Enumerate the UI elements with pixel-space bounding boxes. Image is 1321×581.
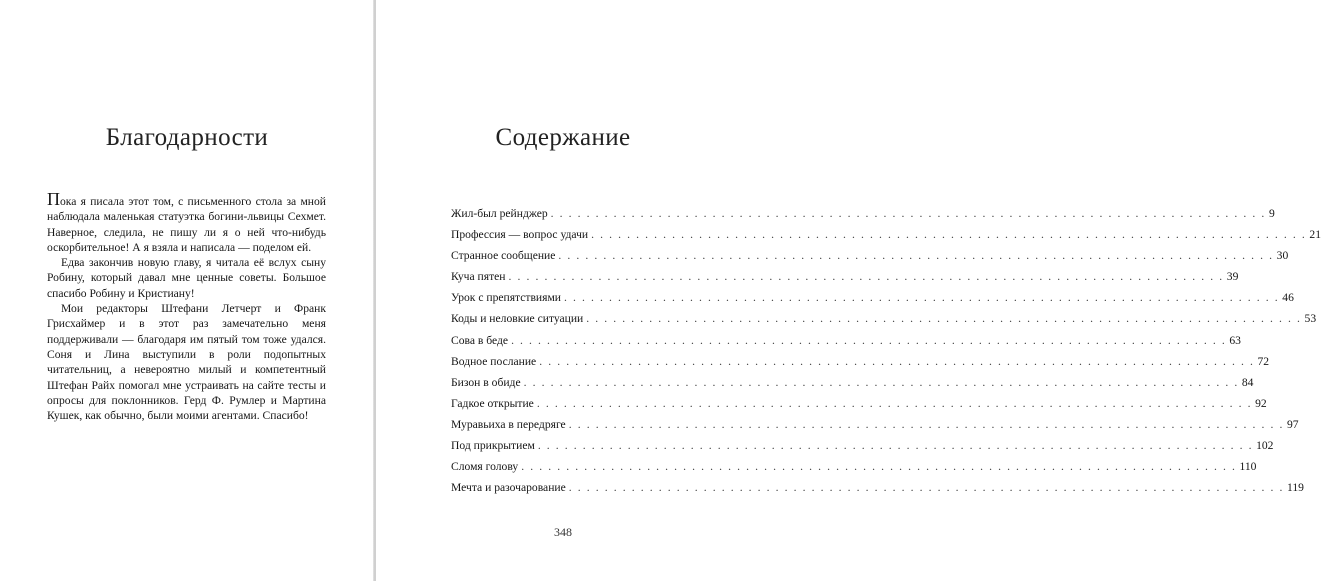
- toc-entry-title: Водное послание: [451, 354, 537, 368]
- toc-entry-title: Жил-был рейнджер: [451, 207, 548, 220]
- toc-entry-title: Урок с препятствиями: [451, 291, 562, 305]
- toc-entry-title: Сова в беде: [451, 333, 509, 347]
- acknowledgements-paragraph-1-text: ока я писала этот том, с письменного стола за мной наблюдала маленькая статуэтка богини-львицы Сехмет. Наверное, следила, не пишу ли я о ней что-нибудь оскорбительное! А я взяла и написала — поделом ей.: [47, 195, 326, 254]
- toc-entry-page: 97: [1286, 417, 1299, 431]
- acknowledgements-heading: Благодарности: [105, 124, 269, 151]
- toc-entry-page: 39: [1226, 270, 1239, 284]
- toc-leader-dots: . . . . . . . . . . . . . . . . . . . . . . . . . . . . . . . . . . . . . . . . . . . . . . . . . . . . . . . . . . . . . . . . . . . . . . . . . . . . . . . .: [568, 417, 1284, 431]
- toc-entry-title: Мечта и разочарование: [451, 481, 566, 495]
- toc-entry-title: Под прикрытием: [451, 439, 535, 453]
- toc-entry-page: 102: [1256, 439, 1274, 453]
- toc-leader-dots: . . . . . . . . . . . . . . . . . . . . . . . . . . . . . . . . . . . . . . . . . . . . . . . . . . . . . . . . . . . . . . . . . . . . . . . . . . . . . . . .: [558, 249, 1274, 263]
- toc-entry[interactable]: [451, 228, 1321, 249]
- toc-entry-title: Муравьиха в передряге: [451, 417, 566, 431]
- toc-leader-dots: . . . . . . . . . . . . . . . . . . . . . . . . . . . . . . . . . . . . . . . . . . . . . . . . . . . . . . . . . . . . . . . . . . . . . . . . . . . . . . . .: [568, 481, 1285, 495]
- toc-entry-page: 110: [1239, 460, 1257, 474]
- toc-entry[interactable]: [451, 396, 1267, 418]
- right-page: [376, 0, 1321, 581]
- acknowledgements-paragraph-1: [47, 189, 326, 255]
- toc-entry-page: 53: [1304, 312, 1317, 326]
- toc-entry[interactable]: [451, 249, 1289, 270]
- toc-leader-dots: . . . . . . . . . . . . . . . . . . . . . . . . . . . . . . . . . . . . . . . . . . . . . . . . . . . . . . . . . . . . . . . . . . . . . . . . . . . . . . . .: [539, 354, 1255, 368]
- toc-leader-dots: . . . . . . . . . . . . . . . . . . . . . . . . . . . . . . . . . . . . . . . . . . . . . . . . . . . . . . . . . . . . . . . . . . . . . . . . . . . . . . . .: [591, 228, 1307, 242]
- toc-leader-dots: . . . . . . . . . . . . . . . . . . . . . . . . . . . . . . . . . . . . . . . . . . . . . . . . . . . . . . . . . . . . . . . . . . . . . . . . . . . . . . . .: [511, 333, 1227, 347]
- toc-entry[interactable]: [451, 207, 1275, 228]
- acknowledgements-paragraph-3: Мои редакторы Штефани Летчерт и Франк Грисхаймер и в этот раз замечательно меня поддерживали — благодаря им пятый том тоже удался. Соня и Лина выступили в роли подопытных читательниц, а невероятно милый и компетентный Штефан Райх помогал мне устраивать на сайте тесты и опросы для поклонников. Герд Ф. Румлер и Мартина Кушек, как обычно, были моими агентами. Спасибо!: [47, 302, 326, 423]
- toc-leader-dots: . . . . . . . . . . . . . . . . . . . . . . . . . . . . . . . . . . . . . . . . . . . . . . . . . . . . . . . . . . . . . . . . . . . . . . . . . . . . . . . .: [564, 291, 1280, 305]
- toc-leader-dots: . . . . . . . . . . . . . . . . . . . . . . . . . . . . . . . . . . . . . . . . . . . . . . . . . . . . . . . . . . . . . . . . . . . . . . . . . . . . . . . .: [508, 270, 1224, 284]
- toc-entry-page: 63: [1229, 333, 1241, 347]
- toc-entry[interactable]: [451, 460, 1257, 481]
- toc-entry-page: 30: [1276, 249, 1289, 263]
- toc-entry[interactable]: [451, 439, 1274, 460]
- toc-leader-dots: . . . . . . . . . . . . . . . . . . . . . . . . . . . . . . . . . . . . . . . . . . . . . . . . . . . . . . . . . . . . . . . . . . . . . . . . . . . . . . . .: [523, 375, 1239, 389]
- toc-leader-dots: . . . . . . . . . . . . . . . . . . . . . . . . . . . . . . . . . . . . . . . . . . . . . . . . . . . . . . . . . . . . . . . . . . . . . . . . . . . . . . . .: [550, 207, 1266, 220]
- toc-leader-dots: . . . . . . . . . . . . . . . . . . . . . . . . . . . . . . . . . . . . . . . . . . . . . . . . . . . . . . . . . . . . . . . . . . . . . . . . . . . . . . . .: [537, 439, 1254, 453]
- toc-entry-title: Бизон в обиде: [451, 375, 521, 389]
- acknowledgements-paragraph-2: Едва закончив новую главу, я читала её вслух сыну Робину, который давал мне ценные советы. Большое спасибо Робину и Кристиану!: [47, 256, 326, 300]
- toc-entry[interactable]: [451, 291, 1294, 312]
- toc-entry[interactable]: [451, 417, 1299, 439]
- toc-entry-title: Профессия — вопрос удачи: [451, 228, 589, 242]
- toc-entry-page: 119: [1287, 481, 1304, 495]
- toc-entry[interactable]: [451, 270, 1239, 291]
- toc-leader-dots: . . . . . . . . . . . . . . . . . . . . . . . . . . . . . . . . . . . . . . . . . . . . . . . . . . . . . . . . . . . . . . . . . . . . . . . . . . . . . . . .: [521, 460, 1237, 474]
- page-number: 348: [554, 525, 572, 539]
- acknowledgements-body: [47, 189, 326, 423]
- toc-entry-page: 9: [1268, 207, 1275, 220]
- toc-entry[interactable]: [451, 354, 1270, 376]
- dropcap-letter: П: [47, 189, 60, 209]
- toc-entry-page: 84: [1241, 375, 1254, 389]
- toc-entry-title: Сломя голову: [451, 460, 519, 474]
- toc-entry-title: Куча пятен: [451, 270, 506, 284]
- toc-entry-page: 92: [1255, 396, 1267, 410]
- toc-entry[interactable]: [451, 312, 1317, 333]
- contents-heading: Содержание: [495, 124, 631, 151]
- toc-entry-page: 72: [1257, 354, 1270, 368]
- toc-entry-title: Коды и неловкие ситуации: [451, 312, 584, 326]
- toc-leader-dots: . . . . . . . . . . . . . . . . . . . . . . . . . . . . . . . . . . . . . . . . . . . . . . . . . . . . . . . . . . . . . . . . . . . . . . . . . . . . . . . .: [586, 312, 1302, 326]
- toc-entry[interactable]: [451, 375, 1254, 397]
- toc-entry[interactable]: [451, 333, 1241, 355]
- toc-entry-page: 21: [1309, 228, 1321, 242]
- table-of-contents: [451, 207, 1321, 502]
- toc-entry-title: Гадкое открытие: [451, 396, 534, 410]
- left-page: [0, 0, 374, 581]
- toc-leader-dots: . . . . . . . . . . . . . . . . . . . . . . . . . . . . . . . . . . . . . . . . . . . . . . . . . . . . . . . . . . . . . . . . . . . . . . . . . . . . . . . .: [536, 396, 1253, 410]
- toc-entry-title: Странное сообщение: [451, 249, 556, 263]
- toc-entry[interactable]: [451, 481, 1304, 502]
- toc-entry-page: 46: [1282, 291, 1294, 305]
